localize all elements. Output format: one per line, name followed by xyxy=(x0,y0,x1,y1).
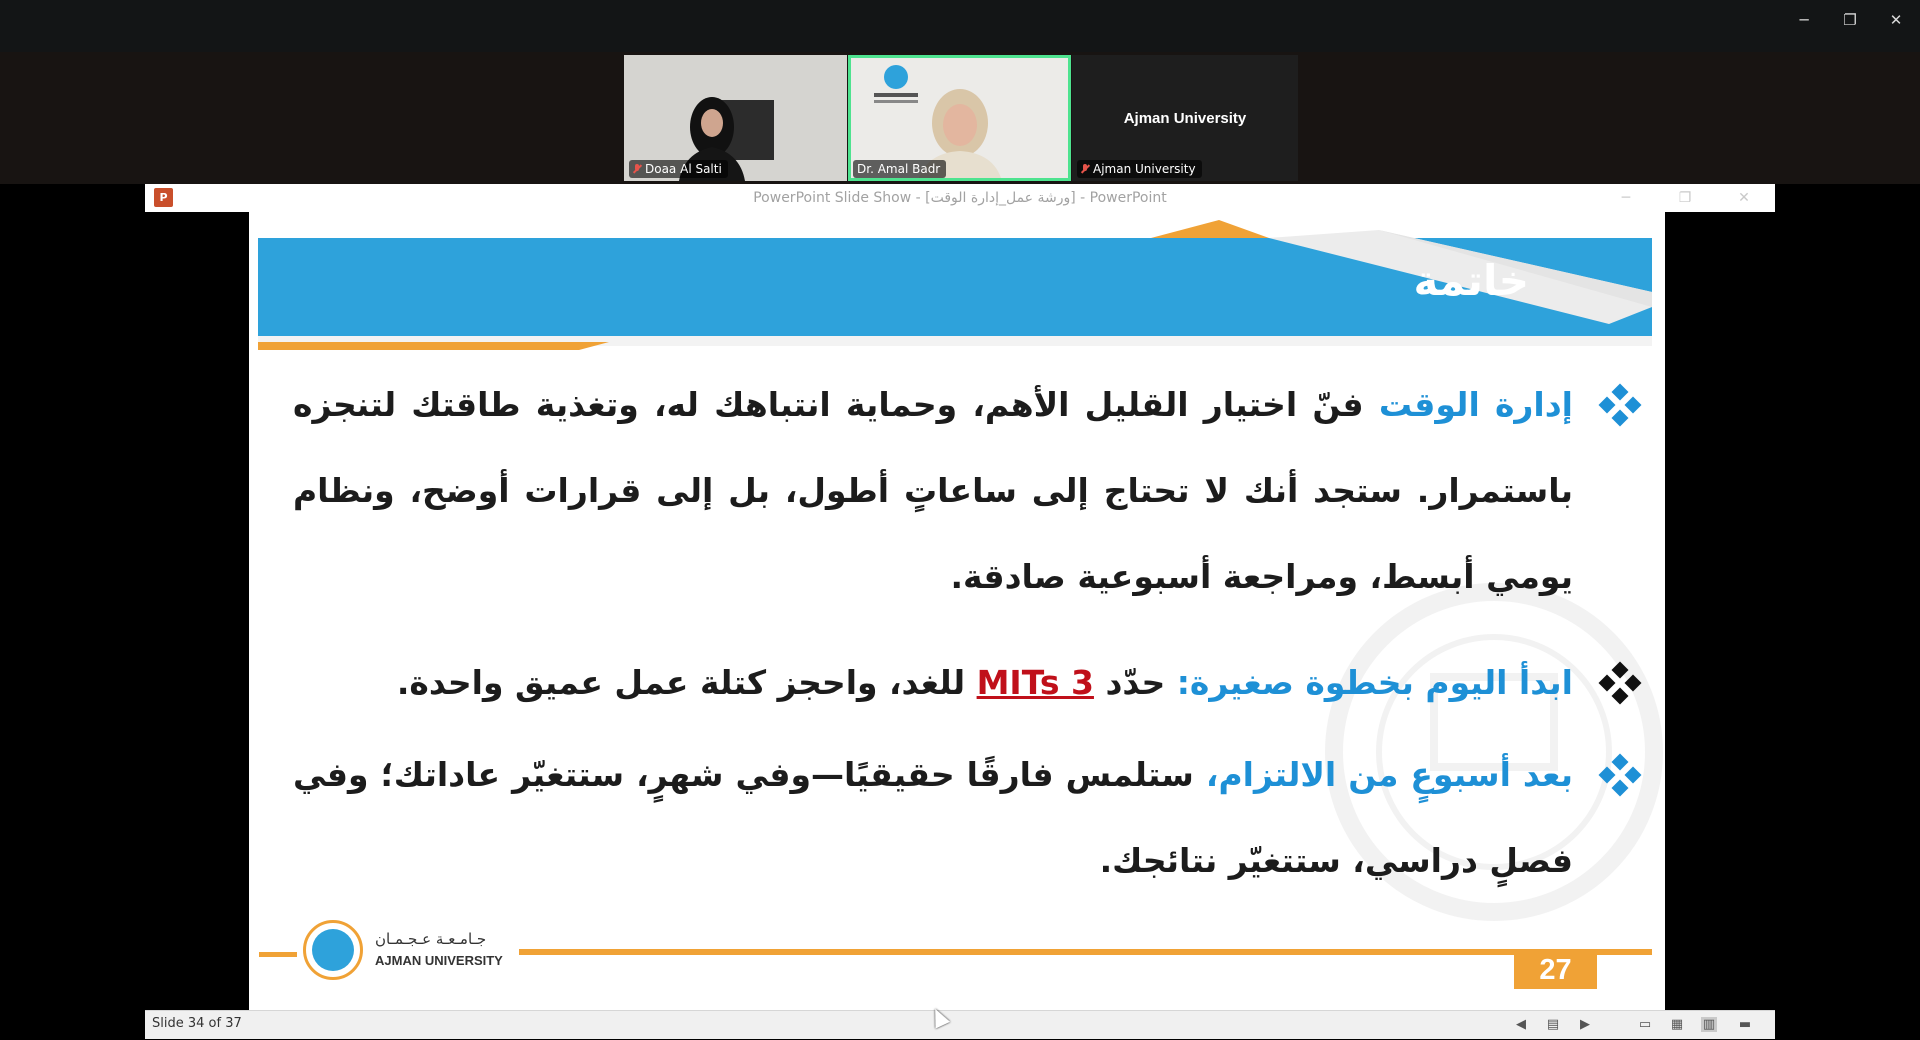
slide-sorter-icon[interactable]: ▦ xyxy=(1670,1017,1684,1032)
close-button[interactable]: ✕ xyxy=(1889,11,1903,29)
logo-english-text: AJMAN UNIVERSITY xyxy=(375,953,503,968)
bullet-start-today xyxy=(293,640,1573,726)
participant-name-label: Dr. Amal Badr xyxy=(853,160,946,178)
bullet-highlight: بعد أسبوعٍ من الالتزام، xyxy=(1205,755,1574,794)
bullet-text: حدّد xyxy=(1093,663,1177,702)
meeting-title-bar xyxy=(0,0,1920,52)
window-caption: PowerPoint Slide Show - [ورشة عمل_إدارة الوقت] - PowerPoint xyxy=(753,190,1167,206)
bullet-diamond-icon xyxy=(1601,386,1639,424)
ajman-university-logo xyxy=(303,920,363,980)
slide-title: خاتمة xyxy=(1413,256,1529,305)
logo-arabic-text: جـامـعـة عـجـمـان xyxy=(375,930,487,948)
slideshow-icon[interactable]: ▬ xyxy=(1738,1017,1752,1032)
powerpoint-title-bar xyxy=(145,184,1775,212)
powerpoint-app-icon: P xyxy=(154,188,173,207)
participant-name-label: Doaa Al Salti xyxy=(629,160,728,178)
slide-counter: Slide 34 of 37 xyxy=(152,1016,242,1031)
powerpoint-status-bar xyxy=(145,1010,1775,1039)
bullet-text: للغد، واحجز كتلة عمل عميق واحدة. xyxy=(396,663,977,702)
participant-name-label: Ajman University xyxy=(1077,160,1202,178)
footer-line xyxy=(519,949,1652,955)
bullet-diamond-icon xyxy=(1601,664,1639,702)
restore-button[interactable]: ❐ xyxy=(1843,11,1857,29)
footer-line-left xyxy=(259,952,297,957)
participant-tile-amal[interactable] xyxy=(848,55,1071,181)
bullet-commitment xyxy=(293,732,1573,904)
slide-page-number: 27 xyxy=(1514,951,1597,989)
bullet-time-management xyxy=(293,362,1573,620)
slide-canvas[interactable] xyxy=(249,212,1665,1010)
next-icon[interactable]: ▶ xyxy=(1580,1017,1590,1032)
bullet-highlight: إدارة الوقت xyxy=(1378,385,1573,424)
muted-mic-icon xyxy=(633,164,641,174)
ppt-restore-button[interactable]: ❐ xyxy=(1678,190,1692,206)
bullet-diamond-icon xyxy=(1601,756,1639,794)
mits-label: 3 MITs xyxy=(976,663,1094,702)
logo-emblem-icon xyxy=(312,929,354,971)
previous-icon[interactable]: ◀ xyxy=(1516,1017,1526,1032)
ppt-close-button[interactable]: ✕ xyxy=(1738,190,1750,206)
reading-view-icon[interactable]: ▥ xyxy=(1702,1017,1716,1032)
muted-mic-icon xyxy=(1081,164,1089,174)
bullet-text: فنّ اختيار القليل الأهم، وحماية انتباهك له، وتغذية طاقتك لتنجزه باستمرار. ستجد أنك لا تحتاج إلى ساعاتٍ أطول، بل إلى قرارات أوضح، ونظام يومي أبسط، ومراجعة أسبوعية صادقة. xyxy=(293,385,1573,596)
participant-tile-doaa[interactable] xyxy=(624,55,847,181)
minimize-button[interactable]: ─ xyxy=(1799,11,1809,29)
ppt-minimize-button[interactable]: ─ xyxy=(1621,190,1631,206)
bullet-highlight: ابدأ اليوم بخطوة صغيرة: xyxy=(1176,663,1573,702)
participant-display-name: Ajman University xyxy=(1123,110,1247,127)
participant-tile-ajman[interactable] xyxy=(1072,55,1298,181)
bullet-text: ستلمس فارقًا حقيقيًا—وفي شهرٍ، ستتغيّر عاداتك؛ وفي فصلٍ دراسي، ستتغيّر نتائجك. xyxy=(293,755,1573,880)
slide-menu-icon[interactable]: ▤ xyxy=(1546,1017,1560,1032)
normal-view-icon[interactable]: ▭ xyxy=(1638,1017,1652,1032)
